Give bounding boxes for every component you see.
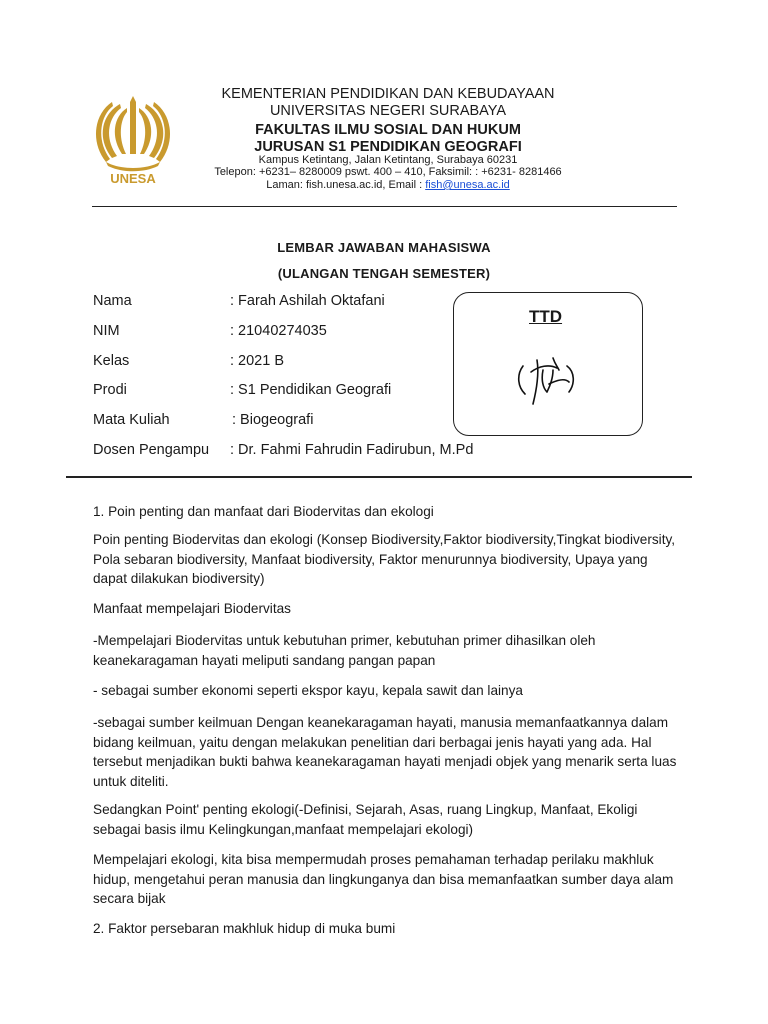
- field-value-nim: : 21040274035: [230, 323, 327, 339]
- field-label-kelas: Kelas: [93, 353, 130, 369]
- web-email-line: [178, 179, 598, 191]
- department-name: JURUSAN S1 PENDIDIKAN GEOGRAFI: [254, 139, 522, 155]
- unesa-logo: [92, 92, 174, 188]
- paragraph-poin-penting: Poin penting Biodervitas dan ekologi (Konsep Biodiversity,Faktor biodiversity,Tingkat biodiversity, Pola sebaran biodiversity, Manfaat biodiversity, Faktor menurunnya biodiversity, Upaya yang dapat dilakukan biodiversity): [93, 532, 676, 586]
- faculty-name: FAKULTAS ILMU SOSIAL DAN HUKUM: [255, 122, 521, 138]
- paragraph-manfaat-heading: Manfaat mempelajari Biodervitas: [93, 601, 291, 616]
- paragraph-ekologi-poin: Sedangkan Point' penting ekologi(-Definisi, Sejarah, Asas, ruang Lingkup, Manfaat, Ekoligi sebagai basis ilmu Kelingkungan,manfaat mempelajari ekologi): [93, 802, 638, 837]
- field-label-nim: NIM: [93, 323, 120, 339]
- field-value-nama: : Farah Ashilah Oktafani: [230, 293, 385, 309]
- paragraph-kebutuhan-primer: -Mempelajari Biodervitas untuk kebutuhan primer, kebutuhan primer dihasilkan oleh keanekaragaman hayati meliputi sandang pangan papan: [93, 633, 596, 668]
- sheet-title: LEMBAR JAWABAN MAHASISWA: [277, 240, 491, 255]
- university-name: UNIVERSITAS NEGERI SURABAYA: [269, 103, 507, 119]
- logo-text: UNESA: [110, 171, 156, 186]
- exam-title: (ULANGAN TENGAH SEMESTER): [277, 266, 491, 281]
- field-value-prodi: : S1 Pendidikan Geografi: [230, 382, 392, 398]
- question-1-heading: 1. Poin penting dan manfaat dari Biodervitas dan ekologi: [93, 504, 434, 519]
- field-label-dosen: Dosen Pengampu: [93, 442, 210, 458]
- section-divider: [66, 476, 692, 478]
- web-label: Laman: fish.unesa.ac.id, Email :: [266, 179, 426, 191]
- question-2-heading: 2. Faktor persebaran makhluk hidup di muka bumi: [93, 921, 396, 936]
- phone-fax: Telepon: +6231– 8280009 pswt. 400 – 410, Faksimil: : +6231- 8281466: [214, 166, 562, 178]
- email-link[interactable]: fish@unesa.ac.id: [425, 179, 510, 191]
- field-value-mata-kuliah: : Biogeografi: [232, 412, 314, 428]
- ministry-name: KEMENTERIAN PENDIDIKAN DAN KEBUDAYAAN: [221, 86, 555, 102]
- field-label-prodi: Prodi: [93, 382, 127, 398]
- paragraph-sumber-keilmuan: -sebagai sumber keilmuan Dengan keanekaragaman hayati, manusia memanfaatkannya dalam bidang keilmuan, yaitu dengan melakukan penelitian dari berbagai jenis hayati yang ada. Hal tersebut menjadikan bukti bahwa keanekaragaman hayati menjadi objek yang menarik serta luas untuk diteliti.: [93, 715, 677, 789]
- field-label-nama: Nama: [93, 293, 132, 309]
- field-value-dosen: : Dr. Fahmi Fahrudin Fadirubun, M.Pd: [230, 442, 474, 458]
- handwritten-signature: [513, 348, 583, 414]
- header-divider: [92, 206, 677, 207]
- paragraph-sumber-ekonomi: - sebagai sumber ekonomi seperti ekspor kayu, kepala sawit dan lainya: [93, 683, 523, 698]
- field-value-kelas: : 2021 B: [230, 353, 285, 369]
- paragraph-mempelajari-ekologi: Mempelajari ekologi, kita bisa mempermudah proses pemahaman terhadap perilaku makhluk hidup, mengetahui peran manusia dan lingkunganya dan bisa memanfaatkan sumber daya alam secara bijak: [93, 852, 674, 906]
- field-label-mata-kuliah: Mata Kuliah: [93, 412, 170, 428]
- campus-address: Kampus Ketintang, Jalan Ketintang, Surabaya 60231: [258, 154, 518, 166]
- signature-label: TTD: [529, 307, 563, 326]
